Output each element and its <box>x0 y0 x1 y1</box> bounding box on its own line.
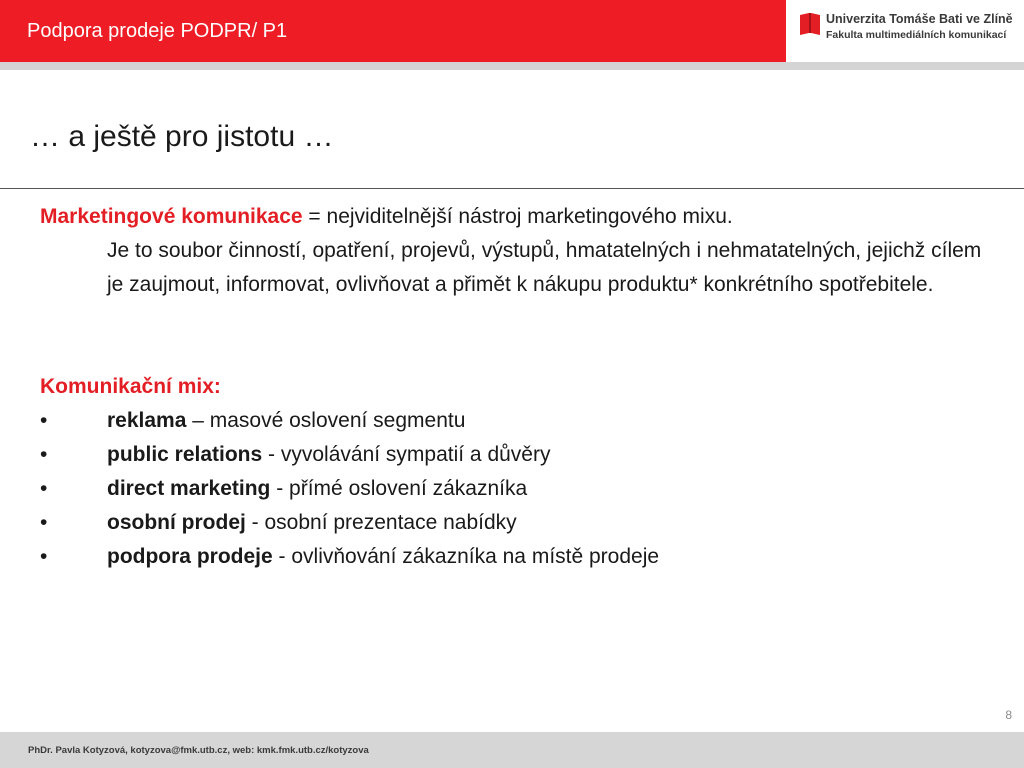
list-item-desc: - přímé oslovení zákazníka <box>270 477 528 500</box>
bullet-icon: • <box>40 545 48 568</box>
bullet-icon: • <box>40 409 48 432</box>
list-item <box>40 404 1000 438</box>
bullet-icon: • <box>40 477 48 500</box>
list-item-text <box>107 506 517 540</box>
list-item <box>40 438 1000 472</box>
slide-title: … a ještě pro jistotu … <box>30 120 334 153</box>
list-item <box>40 540 1000 574</box>
list-item-desc: - osobní prezentace nabídky <box>245 511 517 534</box>
list-item-text <box>107 472 527 506</box>
mix-list <box>40 404 1000 574</box>
footer-bar <box>0 732 1024 768</box>
list-item <box>40 472 1000 506</box>
header-divider <box>0 62 1024 70</box>
page-number: 8 <box>1005 708 1012 722</box>
list-item-desc: – masové oslovení segmentu <box>186 409 466 432</box>
list-item-desc: - ovlivňování zákazníka na místě prodeje <box>272 545 660 568</box>
logo-university-name: Univerzita Tomáše Bati ve Zlíně <box>826 12 1013 26</box>
bullet-icon: • <box>40 443 48 466</box>
list-item-text <box>107 540 659 574</box>
list-item-term: direct marketing <box>107 477 271 500</box>
book-icon <box>800 13 820 35</box>
header-title: Podpora prodeje PODPR/ P1 <box>27 20 288 42</box>
list-item-desc: - vyvolávání sympatií a důvěry <box>262 443 551 466</box>
list-item-text <box>107 438 550 472</box>
bullet-icon: • <box>40 511 48 534</box>
header-bar <box>0 0 786 62</box>
logo-faculty-name: Fakulta multimediálních komunikací <box>826 29 1007 41</box>
mix-heading: Komunikační mix: <box>40 375 221 398</box>
list-item-term: public relations <box>107 443 263 466</box>
definition-explanation: Je to soubor činností, opatření, projevů, výstupů, hmatatelných i nehmatatelných, jejichž cílem je zaujmout, informovat, ovlivňovat a přimět k nákupu produktu* konkrétního spotřebitele. <box>107 239 982 296</box>
list-item-term: osobní prodej <box>107 511 246 534</box>
list-item-text <box>107 404 465 438</box>
footer-text: PhDr. Pavla Kotyzová, kotyzova@fmk.utb.cz, web: kmk.fmk.utb.cz/kotyzova <box>28 745 369 756</box>
list-item-term: reklama <box>107 409 187 432</box>
list-item-term: podpora prodeje <box>107 545 273 568</box>
definition-summary: = nejviditelnější nástroj marketingového mixu. <box>302 205 733 228</box>
university-logo <box>786 0 1024 62</box>
spacer <box>40 302 1000 370</box>
definition-term: Marketingové komunikace <box>40 205 303 228</box>
list-item <box>40 506 1000 540</box>
slide-body <box>40 200 1000 574</box>
definition-line <box>40 200 1000 234</box>
title-divider <box>0 188 1024 189</box>
